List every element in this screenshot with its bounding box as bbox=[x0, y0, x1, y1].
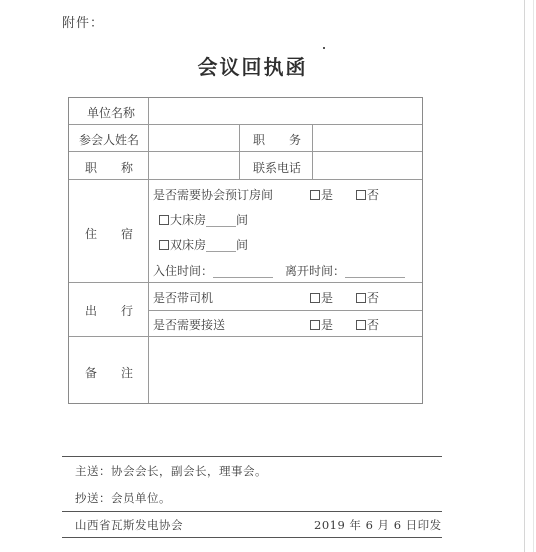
job-title-field[interactable] bbox=[153, 156, 235, 176]
checkbox-icon[interactable] bbox=[159, 240, 169, 250]
job-title-label: 职 称 bbox=[85, 161, 134, 175]
remarks-label: 备 注 bbox=[85, 366, 134, 380]
row-divider bbox=[69, 179, 422, 180]
remarks-field[interactable] bbox=[153, 342, 419, 398]
row-divider bbox=[69, 124, 422, 125]
main-send-line: 主送：协会会长，副会长，理事会。 bbox=[75, 464, 267, 478]
phone-label: 联系电话 bbox=[253, 161, 302, 175]
attendee-name-field[interactable] bbox=[153, 128, 235, 148]
unit-name-field[interactable] bbox=[153, 102, 419, 122]
column-divider bbox=[312, 124, 313, 179]
pickup-yes[interactable]: 是 bbox=[310, 316, 333, 333]
column-divider bbox=[239, 124, 240, 179]
checkout-time[interactable]: 离开时间：__________ bbox=[285, 264, 406, 278]
page-edge bbox=[524, 0, 525, 552]
footer-divider bbox=[62, 456, 442, 457]
checkbox-icon[interactable] bbox=[356, 190, 366, 200]
row-divider bbox=[148, 310, 422, 311]
room-booking-question: 是否需要协会预订房间 bbox=[153, 188, 274, 202]
issuing-organization: 山西省瓦斯发电协会 bbox=[75, 518, 183, 532]
checkin-time[interactable]: 入住时间：__________ bbox=[153, 264, 274, 278]
travel-label: 出 行 bbox=[85, 304, 134, 318]
attachment-label: 附件： bbox=[62, 16, 105, 31]
driver-question: 是否带司机 bbox=[153, 291, 214, 305]
lodging-label: 住 宿 bbox=[85, 227, 134, 241]
checkbox-icon[interactable] bbox=[310, 190, 320, 200]
pickup-no[interactable]: 否 bbox=[356, 316, 379, 333]
room-booking-yes[interactable]: 是 bbox=[310, 186, 333, 203]
checkbox-icon[interactable] bbox=[356, 320, 366, 330]
attendee-name-label: 参会人姓名 bbox=[79, 133, 140, 147]
room-booking-no[interactable]: 否 bbox=[356, 186, 379, 203]
phone-field[interactable] bbox=[317, 156, 419, 176]
page-edge bbox=[533, 0, 534, 552]
page-title: 会议回执函 bbox=[197, 55, 308, 79]
row-divider bbox=[69, 336, 422, 337]
cc-line: 抄送：会员单位。 bbox=[75, 491, 171, 505]
driver-yes[interactable]: 是 bbox=[310, 289, 333, 306]
position-field[interactable] bbox=[317, 128, 419, 148]
big-bed-option[interactable]: 大床房_____间 bbox=[159, 211, 248, 228]
reply-form-table bbox=[68, 97, 423, 404]
column-divider bbox=[148, 98, 149, 403]
checkbox-icon[interactable] bbox=[310, 293, 320, 303]
footer-divider bbox=[62, 511, 442, 512]
pickup-question: 是否需要接送 bbox=[153, 318, 226, 332]
unit-name-label: 单位名称 bbox=[87, 106, 136, 120]
checkbox-icon[interactable] bbox=[159, 215, 169, 225]
driver-no[interactable]: 否 bbox=[356, 289, 379, 306]
checkbox-icon[interactable] bbox=[310, 320, 320, 330]
row-divider bbox=[69, 151, 422, 152]
row-divider bbox=[69, 282, 422, 283]
position-label: 职 务 bbox=[253, 133, 302, 147]
twin-bed-option[interactable]: 双床房_____间 bbox=[159, 236, 248, 253]
footer-divider bbox=[62, 537, 442, 538]
checkbox-icon[interactable] bbox=[356, 293, 366, 303]
speck bbox=[323, 47, 325, 49]
issue-date: 2019 年 6 月 6 日印发 bbox=[314, 518, 442, 532]
